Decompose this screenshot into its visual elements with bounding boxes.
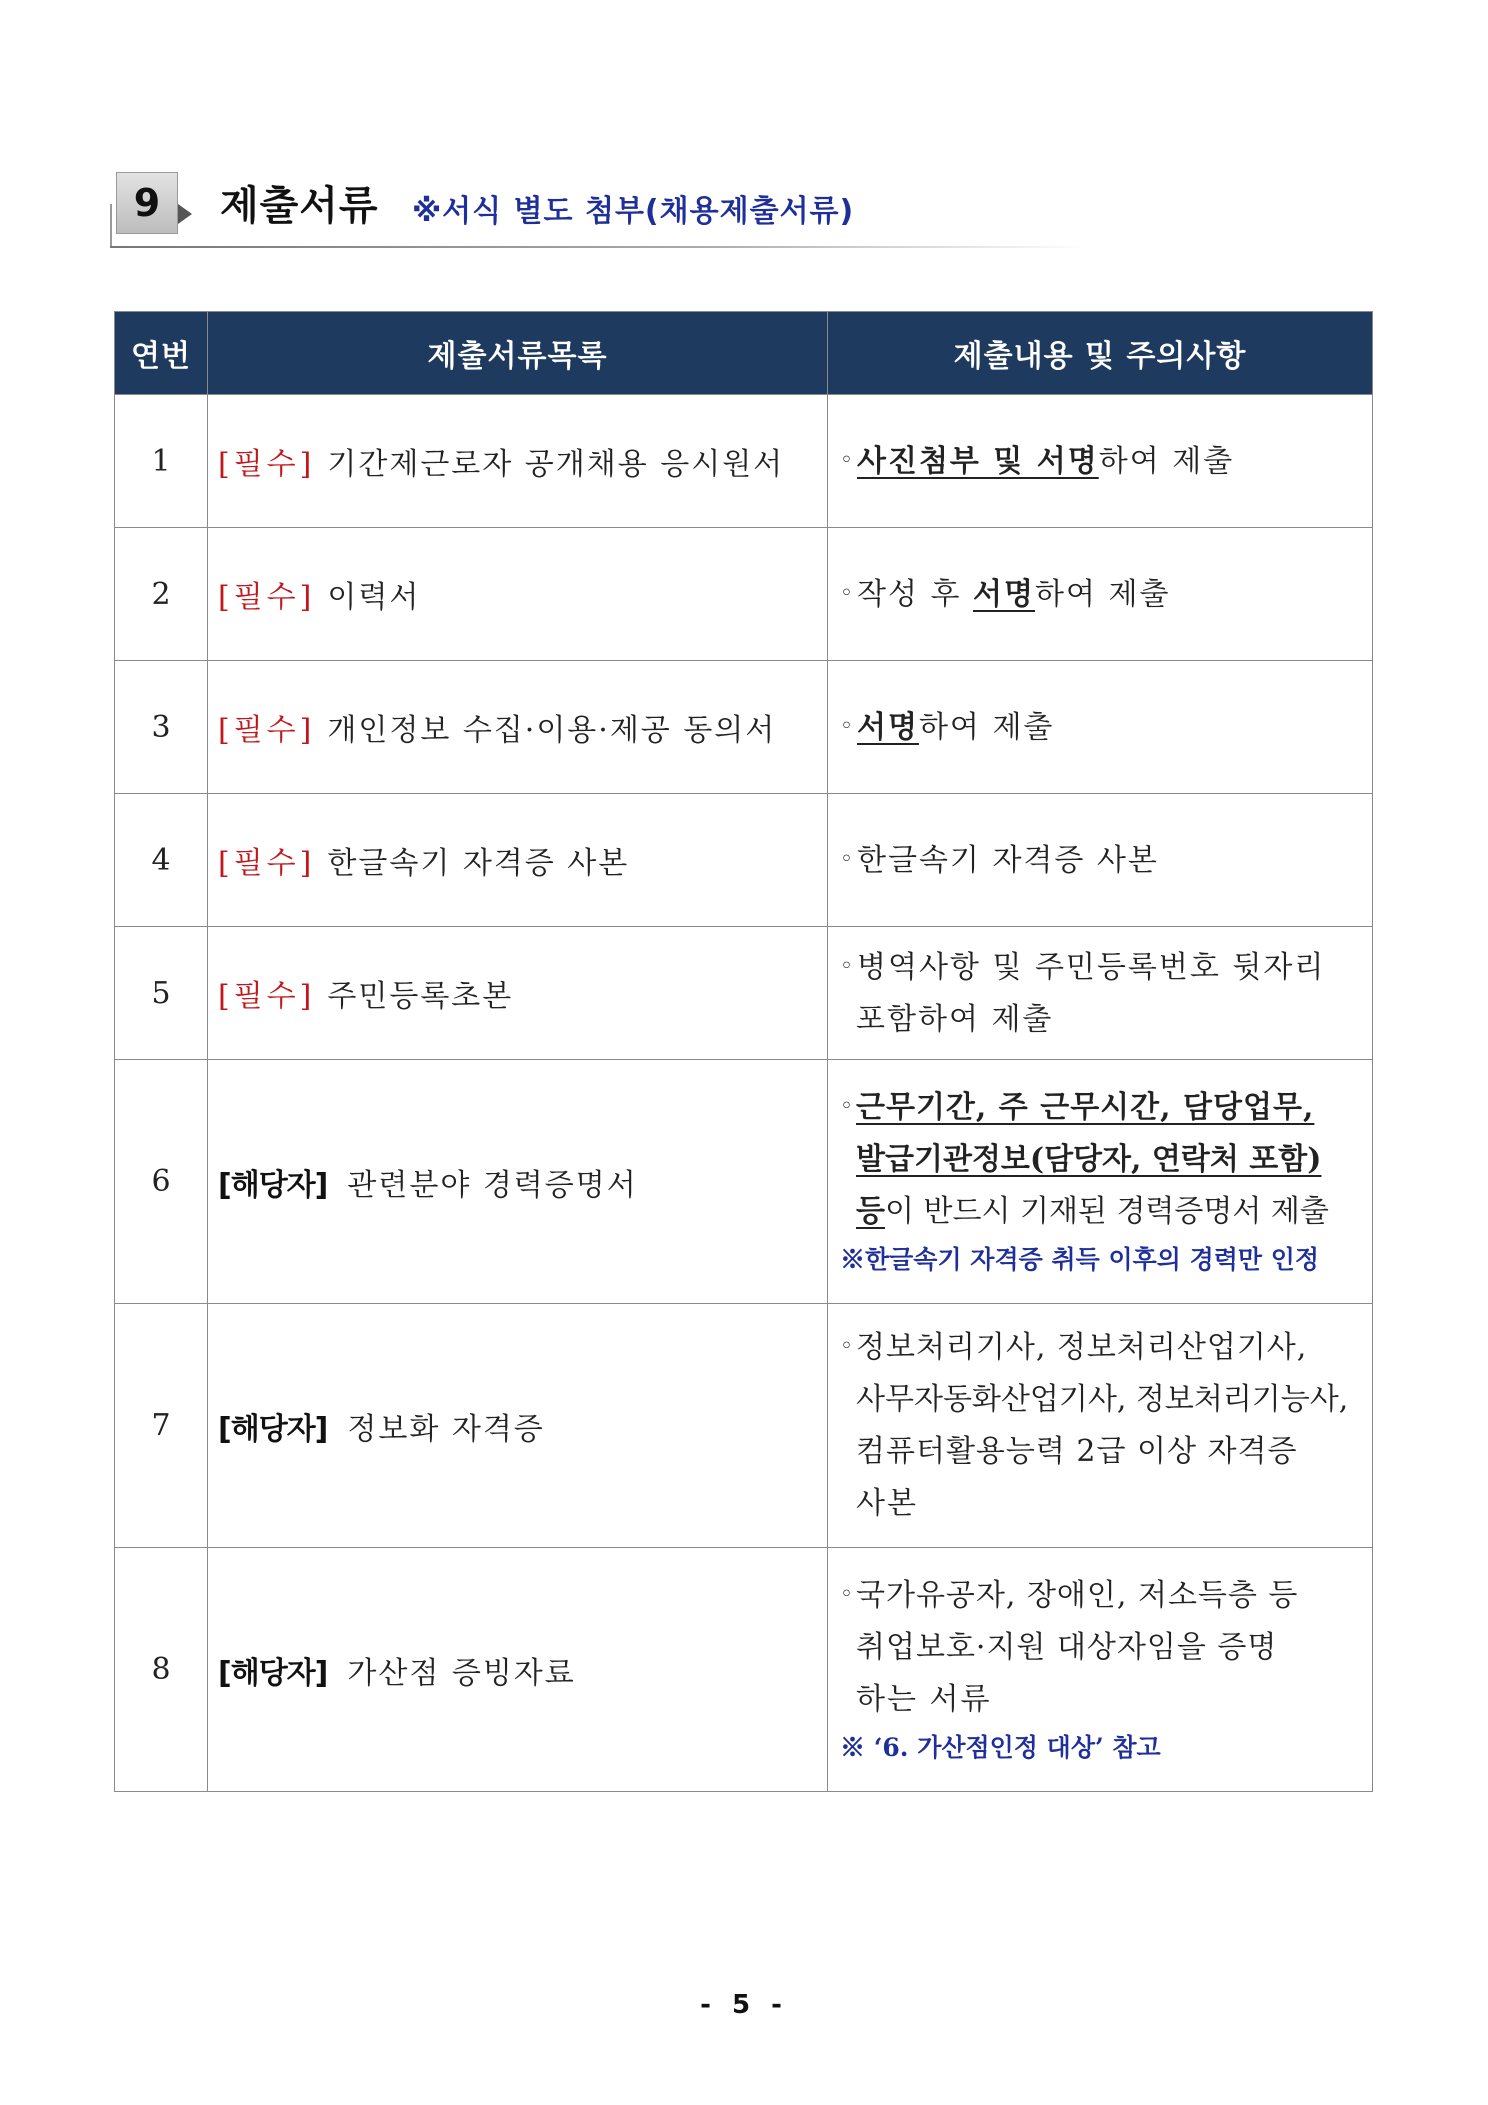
document-cell — [208, 1060, 828, 1304]
row-number: 2 — [115, 528, 208, 661]
section-note: ※서식 별도 첨부(채용제출서류) — [412, 194, 855, 229]
required-tag: [필수] — [218, 447, 316, 482]
row-number: 4 — [115, 794, 208, 927]
details-line: ◦서명하여 제출 — [840, 709, 1055, 745]
required-tag: [필수] — [218, 979, 316, 1014]
emphasis: 서명 — [973, 576, 1035, 612]
row-number: 8 — [115, 1548, 208, 1792]
page-number: - 5 - — [700, 1990, 788, 2020]
details-line — [840, 1134, 1362, 1186]
emphasis: 근무기간, 주 근무시간, 담당업무, — [855, 1090, 1315, 1125]
details-cell — [828, 528, 1373, 661]
details-note: ※ ‘6. 가산점인정 대상’ 참고 — [840, 1733, 1161, 1762]
details-line: ◦근무기간, 주 근무시간, 담당업무, — [840, 1090, 1315, 1125]
conditional-tag: [해당자] — [218, 1411, 328, 1447]
document-name: 한글속기 자격증 사본 — [327, 846, 630, 881]
header-details: 제출내용 및 주의사항 — [828, 312, 1373, 395]
emphasis: 등 — [856, 1194, 885, 1229]
details-cell — [828, 1060, 1373, 1304]
details-cell — [828, 1548, 1373, 1792]
required-tag: [필수] — [218, 713, 316, 748]
details-line: ◦국가유공자, 장애인, 저소득층 등 — [840, 1578, 1299, 1613]
details-line: ◦사진첨부 및 서명하여 제출 — [840, 443, 1235, 479]
document-name: 이력서 — [327, 580, 421, 615]
details-line: 사무자동화산업기사, 정보처리기능사, — [856, 1382, 1349, 1417]
document-name: 관련분야 경력증명서 — [347, 1167, 638, 1203]
header-rule-vertical — [110, 204, 112, 248]
document-cell — [208, 395, 828, 528]
document-cell — [208, 1548, 828, 1792]
row-number: 1 — [115, 395, 208, 528]
documents-table — [114, 311, 1373, 1792]
table-header-row — [115, 312, 1373, 395]
table-row — [115, 395, 1373, 528]
details-line: 취업보호·지원 대상자임을 증명 — [856, 1630, 1278, 1665]
table-row — [115, 528, 1373, 661]
header-no: 연번 — [115, 312, 208, 395]
table-row — [115, 927, 1373, 1060]
row-number: 7 — [115, 1304, 208, 1548]
table-row — [115, 1304, 1373, 1548]
table-row — [115, 1060, 1373, 1304]
document-name: 정보화 자격증 — [347, 1411, 545, 1447]
details-cell — [828, 794, 1373, 927]
document-cell — [208, 528, 828, 661]
details-line: 등이 반드시 기재된 경력증명서 제출 — [856, 1194, 1329, 1229]
conditional-tag: [해당자] — [218, 1655, 328, 1691]
row-number: 5 — [115, 927, 208, 1060]
required-tag: [필수] — [218, 846, 316, 881]
details-cell — [828, 927, 1373, 1060]
document-name: 주민등록초본 — [327, 979, 514, 1014]
section-title: 제출서류 — [220, 183, 379, 229]
emphasis: 발급기관정보(담당자, 연락처 포함) — [856, 1142, 1322, 1177]
details-cell — [828, 395, 1373, 528]
row-number: 6 — [115, 1060, 208, 1304]
conditional-tag: [해당자] — [218, 1167, 328, 1203]
document-name: 기간제근로자 공개채용 응시원서 — [327, 447, 785, 482]
emphasis: 사진첨부 및 서명 — [856, 443, 1099, 479]
details-line: 사본 — [856, 1486, 918, 1521]
header-rule — [110, 246, 1090, 248]
document-cell — [208, 1304, 828, 1548]
section-number: 9 — [116, 172, 178, 234]
details-line: 포함하여 제출 — [856, 1001, 1054, 1037]
details-line: ◦정보처리기사, 정보처리산업기사, — [840, 1330, 1308, 1365]
document-name: 개인정보 수집·이용·제공 동의서 — [327, 713, 777, 748]
emphasis: 서명 — [856, 709, 919, 745]
header-document: 제출서류목록 — [208, 312, 828, 395]
section-number-pointer — [178, 204, 192, 224]
details-cell — [828, 1304, 1373, 1548]
details-line: 하는 서류 — [856, 1682, 992, 1717]
details-note: ※한글속기 자격증 취득 이후의 경력만 인정 — [840, 1245, 1320, 1274]
details-line: ◦작성 후 서명하여 제출 — [840, 576, 1171, 612]
row-number: 3 — [115, 661, 208, 794]
document-name: 가산점 증빙자료 — [347, 1655, 576, 1691]
table-row — [115, 661, 1373, 794]
section-header — [110, 168, 1090, 252]
document-cell — [208, 927, 828, 1060]
table-row — [115, 1548, 1373, 1792]
required-tag: [필수] — [218, 580, 316, 615]
details-cell — [828, 661, 1373, 794]
document-cell — [208, 661, 828, 794]
table-row — [115, 794, 1373, 927]
details-line: 컴퓨터활용능력 2급 이상 자격증 — [856, 1434, 1298, 1469]
document-cell — [208, 794, 828, 927]
details-line: ◦한글속기 자격증 사본 — [840, 842, 1159, 878]
details-line: ◦병역사항 및 주민등록번호 뒷자리 — [840, 949, 1326, 985]
